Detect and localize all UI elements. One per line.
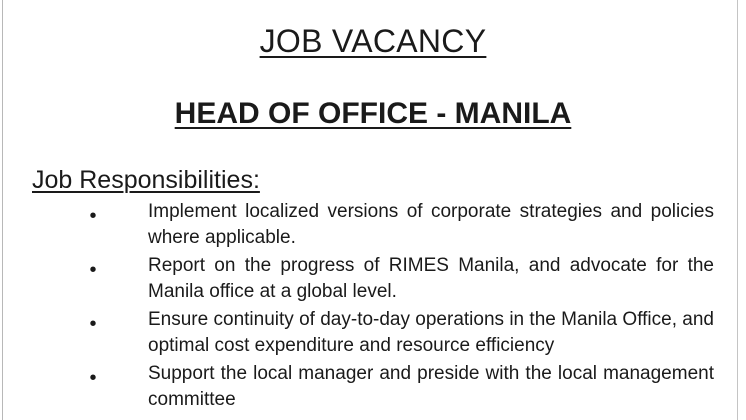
- bullet-icon: •: [89, 367, 97, 389]
- responsibility-text: Ensure continuity of day-to-day operations in the Manila Office, and optimal cost expenditure and resource efficiency: [148, 309, 714, 356]
- responsibility-text: Implement localized versions of corporate strategies and policies where applicable.: [148, 201, 714, 248]
- bullet-icon: •: [89, 259, 97, 281]
- list-item: [0, 307, 746, 359]
- responsibilities-list: [0, 199, 746, 415]
- bullet-icon: •: [89, 313, 97, 335]
- list-item: [0, 199, 746, 251]
- section-heading-responsibilities: Job Responsibilities:: [32, 166, 260, 194]
- list-item: [0, 361, 746, 413]
- list-item: [0, 253, 746, 305]
- position-title: HEAD OF OFFICE - MANILA: [174, 97, 572, 130]
- responsibility-text: Support the local manager and preside with the local management committee: [148, 363, 714, 410]
- responsibility-text: Report on the progress of RIMES Manila, and advocate for the Manila office at a global level.: [148, 255, 714, 302]
- bullet-icon: •: [89, 205, 97, 227]
- page-title: JOB VACANCY: [259, 23, 487, 59]
